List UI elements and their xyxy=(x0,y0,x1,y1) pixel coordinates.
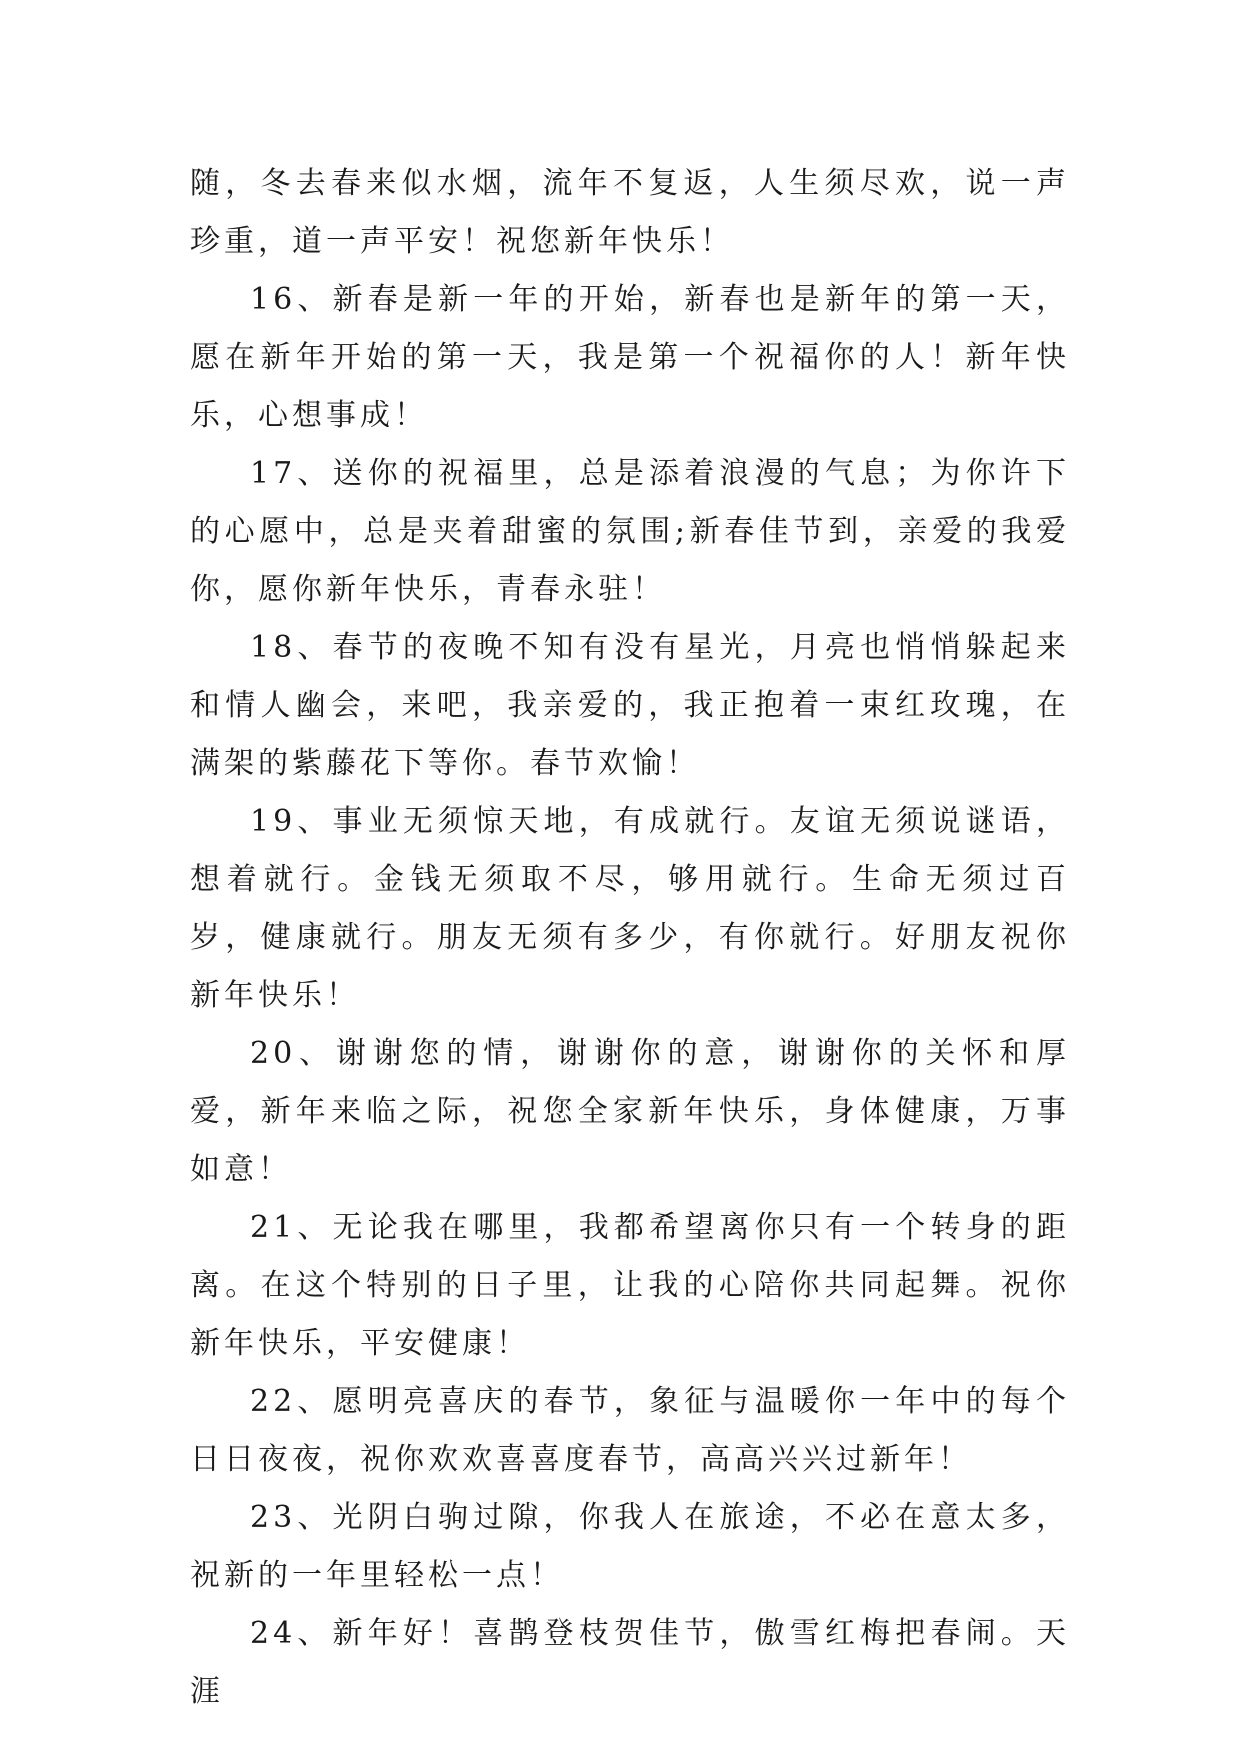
paragraph-18: 18、春节的夜晚不知有没有星光，月亮也悄悄躲起来和情人幽会，来吧，我亲爱的，我正抱着一束红玫瑰，在满架的紫藤花下等你。春节欢愉！ xyxy=(190,630,1070,781)
document-body xyxy=(190,155,1070,1721)
paragraph-23: 23、光阴白驹过隙，你我人在旅途，不必在意太多，祝新的一年里轻松一点！ xyxy=(190,1500,1070,1593)
paragraph-continuation: 随，冬去春来似水烟，流年不复返，人生须尽欢，说一声珍重，道一声平安！祝您新年快乐！ xyxy=(190,166,1070,259)
paragraph-20: 20、谢谢您的情，谢谢你的意，谢谢你的关怀和厚爱，新年来临之际，祝您全家新年快乐，身体健康，万事如意！ xyxy=(190,1036,1070,1187)
paragraph-21: 21、无论我在哪里，我都希望离你只有一个转身的距离。在这个特别的日子里，让我的心陪你共同起舞。祝你新年快乐，平安健康！ xyxy=(190,1210,1070,1361)
paragraph-17: 17、送你的祝福里，总是添着浪漫的气息；为你许下的心愿中，总是夹着甜蜜的氛围;新春佳节到，亲爱的我爱你，愿你新年快乐，青春永驻！ xyxy=(190,456,1070,607)
paragraph-16: 16、新春是新一年的开始，新春也是新年的第一天，愿在新年开始的第一天，我是第一个祝福你的人！新年快乐，心想事成！ xyxy=(190,282,1070,433)
paragraph-19: 19、事业无须惊天地，有成就行。友谊无须说谜语，想着就行。金钱无须取不尽，够用就行。生命无须过百岁，健康就行。朋友无须有多少，有你就行。好朋友祝你新年快乐！ xyxy=(190,804,1070,1013)
paragraph-24: 24、新年好！喜鹊登枝贺佳节，傲雪红梅把春闹。天涯 xyxy=(190,1616,1070,1709)
paragraph-22: 22、愿明亮喜庆的春节，象征与温暖你一年中的每个日日夜夜，祝你欢欢喜喜度春节，高高兴兴过新年！ xyxy=(190,1384,1070,1477)
